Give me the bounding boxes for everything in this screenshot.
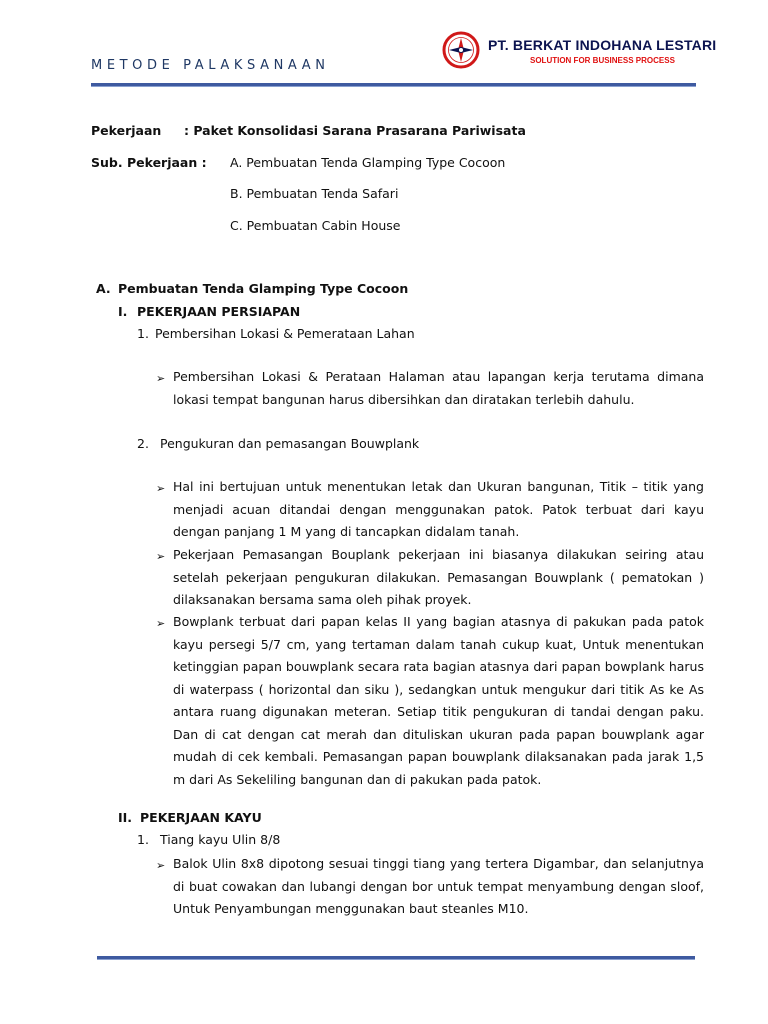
item-number: 1. bbox=[137, 832, 149, 847]
item-number: 1. bbox=[137, 326, 149, 341]
sub-pekerjaan-item: A. Pembuatan Tenda Glamping Type Cocoon bbox=[230, 155, 506, 170]
item-title: Tiang kayu Ulin 8/8 bbox=[160, 832, 281, 847]
bullet-paragraph: Hal ini bertujuan untuk menentukan letak dan Ukuran bangunan, Titik – titik yang menjadi acuan ditandai dengan menggunakan patok. Patok terbuat dari kayu dengan panjang 1 M yang di tancapkan didalam tanah. bbox=[173, 479, 704, 539]
bullet-paragraph: Bowplank terbuat dari papan kelas II yang bagian atasnya di pakukan pada patok kayu persegi 5/7 cm, yang tertaman dalam tanah cukup kuat, Untuk menentukan ketinggian papan bouwplank secara rata bagian atasnya dari papan bowplank harus di waterpass ( horizontal dan siku ), sedangkan untuk mengukur dari titik As ke As antara ruang digunakan meteran. Setiap titik pengukuran di tandai dengan paku. Dan di cat dengan cat merah dan dituliskan ukuran pada papan bouwplank agar mudah di cek kembali. Pemasangan papan bouwplank dilaksanakan pada jarak 1,5 m dari As Sekeliling bangunan dan di pakukan pada patok. bbox=[173, 614, 704, 787]
arrow-bullet-icon: ➢ bbox=[156, 372, 166, 385]
footer-divider bbox=[97, 956, 695, 960]
arrow-bullet-icon: ➢ bbox=[156, 617, 166, 630]
sub-pekerjaan-label: Sub. Pekerjaan : bbox=[91, 155, 207, 170]
part-numeral: I. bbox=[118, 304, 128, 319]
part-title: PEKERJAAN PERSIAPAN bbox=[137, 304, 301, 319]
part-numeral: II. bbox=[118, 810, 133, 825]
company-tagline: SOLUTION FOR BUSINESS PROCESS bbox=[530, 56, 675, 65]
arrow-bullet-icon: ➢ bbox=[156, 859, 166, 872]
item-title: Pembersihan Lokasi & Pemerataan Lahan bbox=[155, 326, 415, 341]
sub-pekerjaan-item: C. Pembuatan Cabin House bbox=[230, 218, 401, 233]
section-letter: A. bbox=[96, 281, 111, 296]
item-number: 2. bbox=[137, 436, 149, 451]
item-title: Pengukuran dan pemasangan Bouwplank bbox=[160, 436, 420, 451]
bullet-paragraph: Pekerjaan Pemasangan Bouplank pekerjaan ini biasanya dilakukan seiring atau setelah pekerjaan pengukuran dilakukan. Pemasangan Bouwplank ( pematokan ) dilaksanakan bersama sama oleh pihak proyek. bbox=[173, 547, 704, 607]
pekerjaan-value: : Paket Konsolidasi Sarana Prasarana Pariwisata bbox=[184, 123, 526, 138]
document-header-title: METODE PALAKSANAAN bbox=[91, 58, 330, 73]
header-divider bbox=[91, 83, 696, 87]
arrow-bullet-icon: ➢ bbox=[156, 550, 166, 563]
bullet-paragraph: Pembersihan Lokasi & Perataan Halaman atau lapangan kerja terutama dimana lokasi tempat bangunan harus dibersihkan dan diratakan terlebih dahulu. bbox=[173, 369, 704, 407]
company-logo-icon bbox=[441, 30, 481, 70]
sub-pekerjaan-item: B. Pembuatan Tenda Safari bbox=[230, 186, 399, 201]
company-name: PT. BERKAT INDOHANA LESTARI bbox=[488, 37, 717, 53]
section-title: Pembuatan Tenda Glamping Type Cocoon bbox=[118, 281, 409, 296]
arrow-bullet-icon: ➢ bbox=[156, 482, 166, 495]
bullet-paragraph: Balok Ulin 8x8 dipotong sesuai tinggi tiang yang tertera Digambar, dan selanjutnya di buat cowakan dan lubangi dengan bor untuk tempat menyambung dengan sloof, Untuk Penyambungan menggunakan baut steanles M10. bbox=[173, 856, 704, 916]
part-title: PEKERJAAN KAYU bbox=[140, 810, 262, 825]
pekerjaan-label: Pekerjaan bbox=[91, 123, 162, 138]
